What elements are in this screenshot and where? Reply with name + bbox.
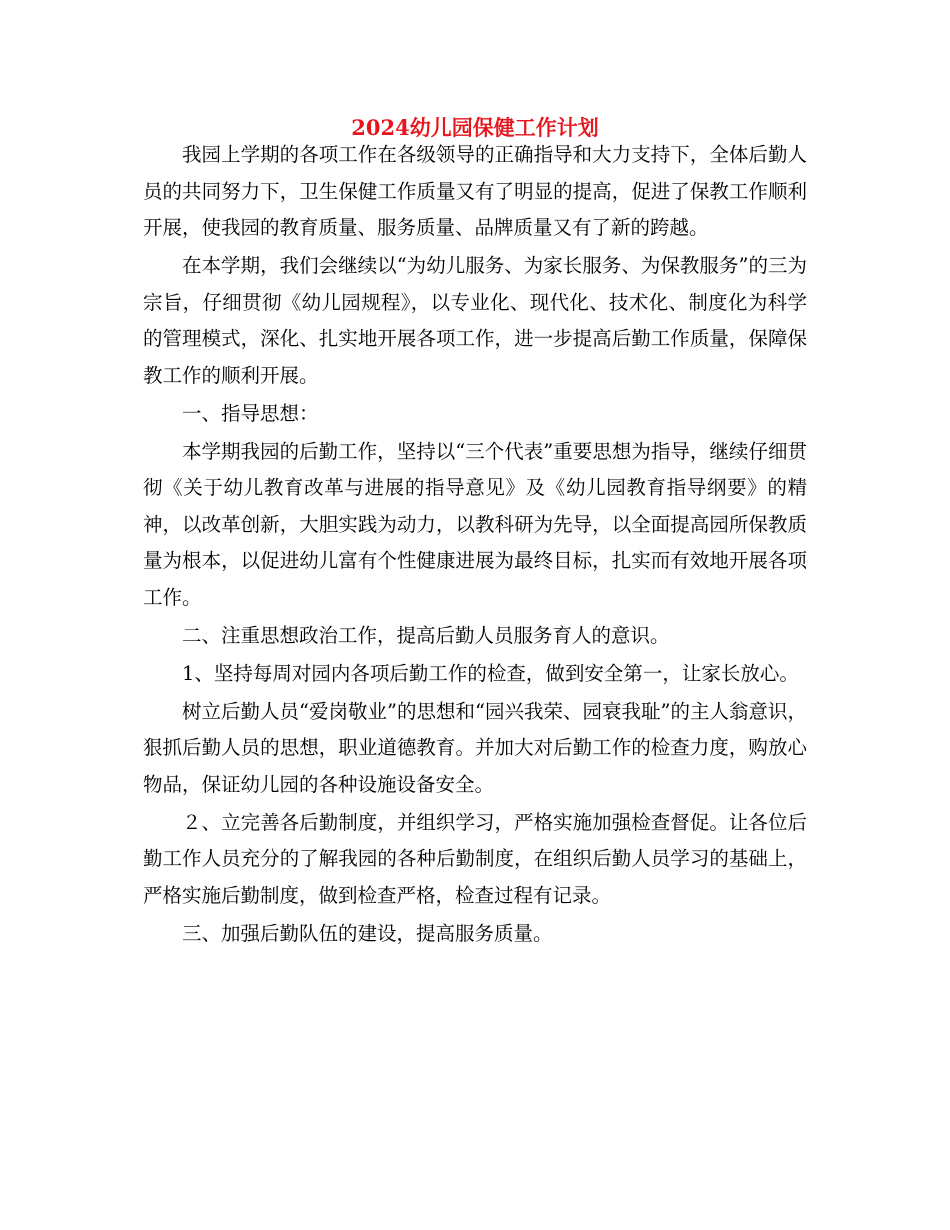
paragraph: 树立后勤人员“爱岗敬业”的思想和“园兴我荣、园衰我耻”的主人翁意识，狠抓后勤人员的思想，职业道德教育。并加大对后勤工作的检查力度，购放心物品，保证幼儿园的各种设施设备安全。	[143, 699, 807, 796]
paragraph: 我园上学期的各项工作在各级领导的正确指导和大力支持下，全体后勤人员的共同努力下，卫生保健工作质量又有了明显的提高，促进了保教工作顺利开展，使我园的教育质量、服务质量、品牌质量又有了新的跨越。	[143, 143, 807, 239]
document-body	[143, 137, 807, 954]
document-title: 2024幼儿园保健工作计划	[351, 115, 599, 140]
section-heading: 一、指导思想：	[182, 401, 319, 425]
paragraph: 在本学期，我们会继续以“为幼儿服务、为家长服务、为保教服务”的三为宗旨，仔细贯彻《幼儿园规程》，以专业化、现代化、技术化、制度化为科学的管理模式，深化、扎实地开展各项工作，进一步提高后勤工作质量，保障保教工作的顺利开展。	[143, 254, 807, 387]
section-heading: 二、注重思想政治工作，提高后勤人员服务育人的意识。	[182, 623, 670, 647]
paragraph: 本学期我园的后勤工作，坚持以“三个代表”重要思想为指导，继续仔细贯彻《关于幼儿教育改革与进展的指导意见》及《幼儿园教育指导纲要》的精神，以改革创新，大胆实践为动力，以教科研为先导，以全面提高园所保教质量为根本，以促进幼儿富有个性健康进展为最终目标，扎实而有效地开展各项工作。	[143, 439, 807, 609]
section-heading: 三、加强后勤队伍的建设，提高服务质量。	[182, 921, 553, 945]
paragraph: 1、坚持每周对园内各项后勤工作的检查，做到安全第一，让家长放心。	[182, 661, 799, 685]
paragraph: ２、立完善各后勤制度，并组织学习，严格实施加强检查督促。让各位后勤工作人员充分的了解我园的各种后勤制度，在组织后勤人员学习的基础上，严格实施后勤制度，做到检查严格，检查过程有记录。	[143, 810, 807, 907]
